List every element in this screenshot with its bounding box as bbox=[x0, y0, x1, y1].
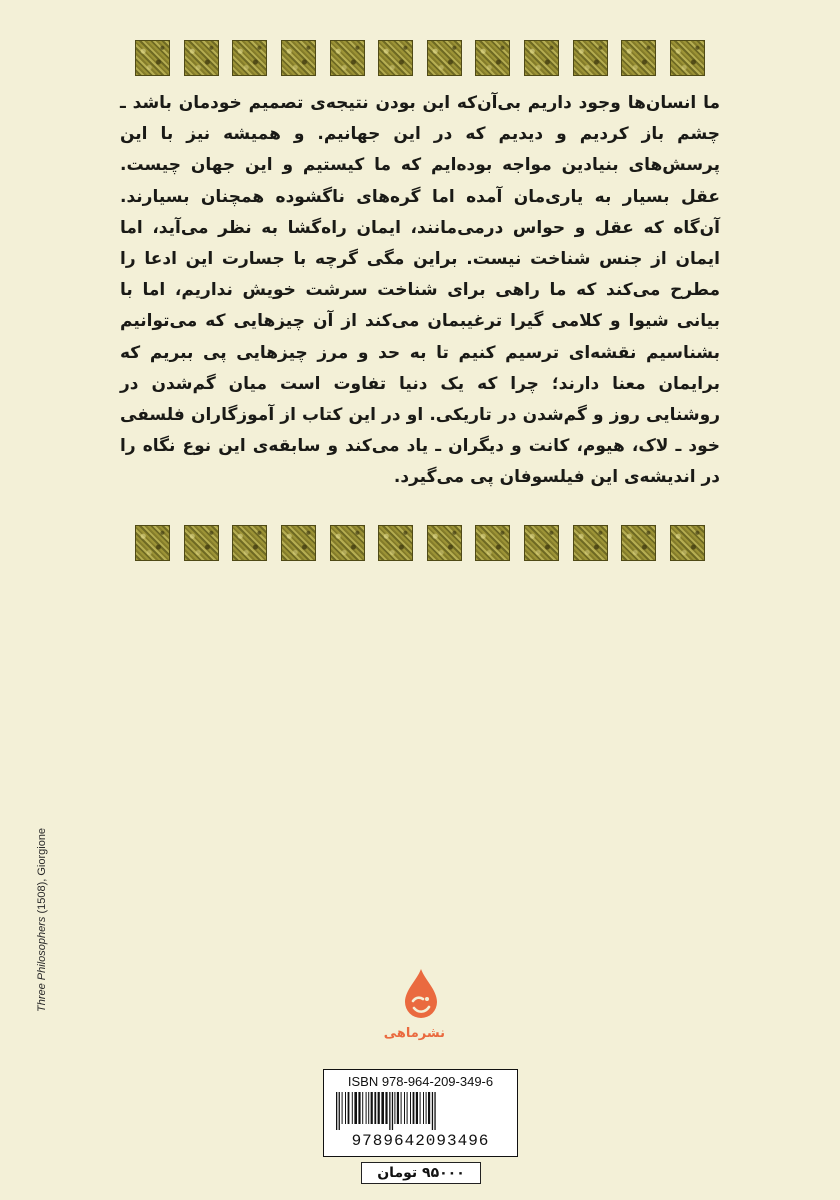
decorative-tile bbox=[135, 525, 170, 561]
back-cover-blurb: ما انسان‌ها وجود داریم بی‌آن‌که این بودن نتیجه‌ی تصمیم خودمان باشد ـ چشم باز کردیم و دیدیم که در این جهانیم. و همیشه نیز با این پرسش‌های بنیادین مواجه بوده‌ایم که ما کیستیم و این جهان چیست. عقل بسیار به یاری‌مان آمده اما گره‌های ناگشوده همچنان بسیارند. آن‌گاه که عقل و حواس درمی‌مانند، ایمان راه‌گشا به نظر می‌آید، اما ایمان از جنس شناخت نیست. براین مگی گرچه با جسارت این ادعا را مطرح می‌کند که ما راهی برای شناخت سرشت خویش نداریم، اما با بیانی شیوا و کلامی گیرا ترغیبمان می‌کند از آن چیزهایی که می‌توانیم بشناسیم نقشه‌ای ترسیم کنیم تا به حد و مرز چیزهایی پی ببریم که برایمان معنا دارند؛ چرا که یک دنیا تفاوت است میان گم‌شدن در روشنایی روز و گم‌شدن در تاریکی. او در این کتاب از آموزگاران فلسفی خود ـ لاک، هیوم، کانت و دیگران ـ یاد می‌کند و سابقه‌ی این نوع نگاه را در اندیشه‌ی این فیلسوفان پی می‌گیرد. bbox=[120, 93, 720, 488]
decorative-tile bbox=[330, 525, 365, 561]
barcode-bar bbox=[366, 1092, 367, 1124]
barcode-bar bbox=[404, 1092, 405, 1124]
barcode-bars bbox=[334, 1092, 509, 1130]
barcode-bar bbox=[358, 1092, 360, 1124]
barcode-bar bbox=[428, 1092, 430, 1124]
cover-image-credit bbox=[36, 828, 48, 1012]
barcode-bar bbox=[392, 1092, 393, 1130]
barcode-bar bbox=[413, 1092, 415, 1124]
decorative-tile bbox=[184, 525, 219, 561]
barcode-bar bbox=[371, 1092, 373, 1124]
decorative-tile bbox=[475, 525, 510, 561]
decorative-tile bbox=[427, 40, 462, 76]
barcode-bar bbox=[362, 1092, 363, 1124]
barcode-bar bbox=[348, 1092, 350, 1124]
barcode-bar bbox=[378, 1092, 380, 1124]
decorative-tile bbox=[281, 40, 316, 76]
barcode-bar bbox=[385, 1092, 387, 1124]
barcode-bar bbox=[339, 1092, 340, 1130]
decorative-tile bbox=[573, 40, 608, 76]
barcode-bar bbox=[401, 1092, 402, 1124]
drop-face-icon bbox=[404, 968, 438, 1020]
barcode-bar bbox=[394, 1092, 395, 1124]
decorative-tile bbox=[232, 525, 267, 561]
barcode-bar bbox=[336, 1092, 337, 1130]
barcode-bar bbox=[381, 1092, 384, 1124]
isbn-barcode bbox=[323, 1069, 518, 1157]
barcode-bar bbox=[374, 1092, 376, 1124]
decorative-tile bbox=[232, 40, 267, 76]
decorative-tile bbox=[475, 40, 510, 76]
decorative-tile bbox=[378, 525, 413, 561]
decorative-tile bbox=[135, 40, 170, 76]
decorative-tile bbox=[670, 525, 705, 561]
barcode-bar bbox=[354, 1092, 357, 1124]
barcode-bar bbox=[416, 1092, 418, 1124]
barcode-bar bbox=[407, 1092, 408, 1124]
barcode-bar bbox=[345, 1092, 346, 1124]
barcode-bar bbox=[410, 1092, 411, 1124]
barcode-bar bbox=[397, 1092, 399, 1124]
decorative-tile bbox=[378, 40, 413, 76]
decorative-tile bbox=[621, 525, 656, 561]
credit-artwork-title: Three Philosophers bbox=[36, 916, 48, 1012]
decorative-tile bbox=[524, 40, 559, 76]
decorative-tile bbox=[621, 40, 656, 76]
barcode-bar bbox=[434, 1092, 435, 1130]
decorative-tile bbox=[281, 525, 316, 561]
credit-artist: (1508), Giorgione bbox=[36, 827, 48, 917]
decorative-tile bbox=[330, 40, 365, 76]
barcode-bar bbox=[368, 1092, 369, 1124]
isbn-label: ISBN 978-964-209-349-6 bbox=[347, 1074, 494, 1089]
barcode-digits: 9789642093496 bbox=[351, 1132, 490, 1150]
decorative-tile bbox=[524, 525, 559, 561]
barcode-bar bbox=[389, 1092, 390, 1130]
decorative-tile bbox=[427, 525, 462, 561]
price-box: ۹۵۰۰۰ تومان bbox=[361, 1162, 481, 1184]
barcode-bar bbox=[426, 1092, 427, 1124]
publisher-logo bbox=[383, 968, 445, 1068]
barcode-bar bbox=[420, 1092, 421, 1124]
barcode-bar bbox=[432, 1092, 433, 1130]
top-decorative-tile-row bbox=[135, 40, 705, 76]
decorative-tile bbox=[184, 40, 219, 76]
decorative-tile bbox=[670, 40, 705, 76]
decorative-tile bbox=[573, 525, 608, 561]
publisher-name: نشرماهی bbox=[383, 1026, 445, 1041]
barcode-bar bbox=[352, 1092, 353, 1124]
barcode-bar bbox=[423, 1092, 424, 1124]
bottom-decorative-tile-row bbox=[135, 525, 705, 561]
barcode-bar bbox=[342, 1092, 343, 1124]
